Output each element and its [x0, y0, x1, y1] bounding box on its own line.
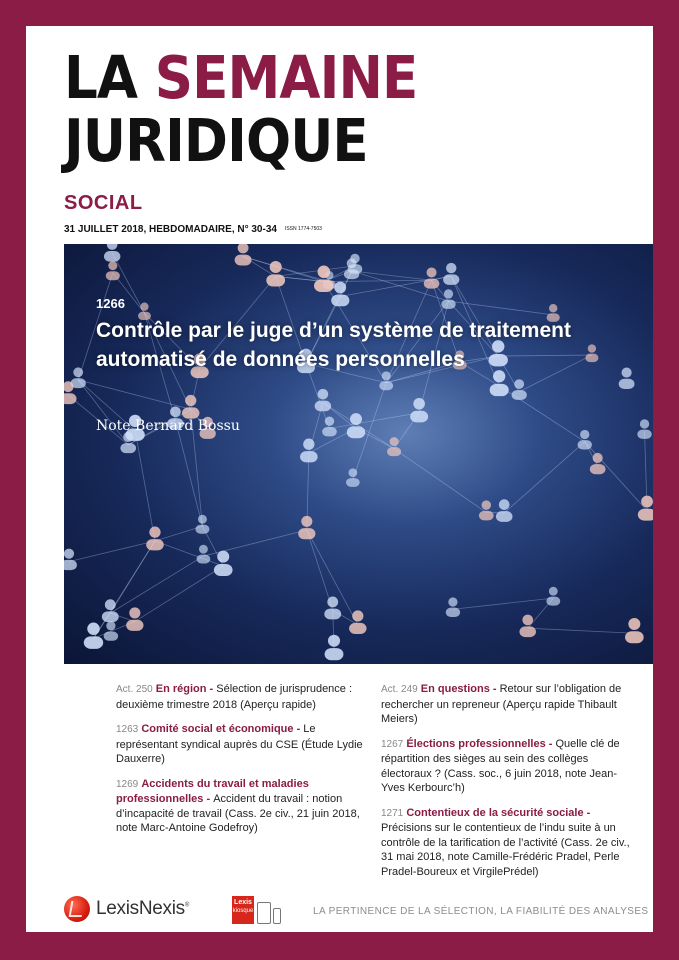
network-link — [394, 449, 486, 513]
toc-separator: - — [203, 793, 214, 805]
toc-item[interactable] — [381, 682, 633, 727]
section-title: SOCIAL — [64, 192, 143, 214]
tagline: LA PERTINENCE DE LA SÉLECTION, LA FIABILITÉ DES ANALYSES — [313, 906, 649, 917]
network-link — [135, 431, 155, 541]
kiosque-label: kiosque — [232, 908, 254, 914]
network-link — [69, 541, 155, 562]
toc-num: 1267 — [381, 738, 404, 750]
person-network-icon — [637, 419, 651, 439]
toc-num: 1269 — [116, 778, 139, 790]
toc-left — [116, 682, 368, 846]
person-network-icon — [347, 413, 366, 438]
person-network-icon — [546, 587, 560, 606]
person-network-icon — [410, 398, 428, 422]
toc-item[interactable] — [381, 737, 633, 796]
lexisnexis-logo[interactable] — [64, 896, 189, 922]
network-link — [110, 556, 203, 613]
network-link — [585, 442, 647, 511]
person-network-icon — [235, 244, 252, 265]
person-network-icon — [182, 395, 199, 419]
network-link — [78, 380, 128, 445]
article-author: Note Bernard Bossu — [96, 418, 240, 434]
logo-text — [96, 898, 189, 920]
toc-num: Act. 249 — [381, 684, 418, 695]
person-network-icon — [625, 618, 644, 643]
person-network-icon — [315, 389, 332, 411]
network-link — [175, 420, 202, 526]
toc-right — [381, 682, 633, 889]
person-network-icon — [197, 545, 211, 564]
person-network-icon — [322, 416, 337, 436]
person-network-icon — [619, 367, 635, 388]
phone-icon — [273, 908, 281, 924]
person-network-icon — [441, 289, 455, 309]
network-link — [528, 628, 635, 633]
network-link — [504, 442, 585, 513]
toc-separator: - — [206, 683, 217, 695]
kiosque-logo — [232, 896, 254, 924]
masthead-line-1 — [64, 43, 418, 112]
toc-num: 1263 — [116, 724, 139, 735]
person-network-icon — [479, 500, 494, 520]
toc-num: Act. 250 — [116, 684, 153, 695]
network-link — [93, 541, 154, 638]
kiosque-brand: Lexis — [234, 899, 252, 906]
toc-body: Accident du travail : notion d’incapacité de travail (Cass. 2e civ., 21 juin 2018, note Marc-Antoine Godefroy) — [116, 793, 360, 834]
issue-info — [64, 224, 322, 235]
lexisnexis-logo-icon — [64, 896, 90, 922]
person-network-icon — [346, 468, 360, 487]
toc-body: Précisions sur le contentieux de l’indu suite à un contrôle de la tarification de l’activité (Cass. 2e civ., 31 mai 2018, note Camille-Frédéric Pradel, Perle Pradel-Boureux et VirgilePrédel) — [381, 822, 630, 878]
toc-separator: - — [545, 737, 556, 750]
person-network-icon — [146, 527, 164, 551]
toc-separator: - — [293, 723, 304, 735]
person-network-icon — [443, 263, 459, 285]
toc-heading: Comité social et économique — [141, 723, 294, 735]
lexis-kiosque-badge[interactable] — [232, 896, 281, 924]
toc-body: Retour sur l’obligation de rechercher un repreneur (Aperçu rapide Thibault Meiers) — [381, 683, 622, 725]
toc-heading: Contentieux de la sécurité sociale — [406, 806, 584, 819]
person-network-icon — [638, 496, 653, 521]
toc-heading: En région — [155, 683, 207, 695]
toc-num: 1271 — [381, 807, 404, 819]
network-link — [155, 526, 202, 541]
masthead-la: LA — [64, 43, 155, 112]
person-network-icon — [578, 430, 592, 450]
network-link — [323, 402, 394, 448]
network-link — [203, 530, 306, 556]
person-network-icon — [424, 267, 440, 288]
person-network-icon — [300, 439, 318, 463]
network-link — [449, 301, 554, 315]
network-link — [324, 280, 432, 281]
toc-heading: En questions — [420, 683, 490, 695]
person-network-icon — [490, 370, 509, 396]
toc-item[interactable] — [116, 722, 368, 767]
masthead-line-2: JURIDIQUE — [64, 106, 368, 175]
toc-body: Sélection de jurisprudence : deuxième trimestre 2018 (Aperçu rapide) — [116, 683, 353, 711]
network-link — [453, 598, 553, 609]
network-link — [135, 566, 223, 622]
network-link — [276, 266, 355, 277]
logo-wordmark: LexisNexis — [96, 898, 185, 919]
article-number: 1266 — [96, 296, 125, 311]
person-network-icon — [519, 615, 536, 637]
issue-date: 31 JUILLET 2018, HEBDOMADAIRE, N° 30-34 — [64, 224, 277, 235]
toc-separator: - — [489, 683, 500, 695]
person-network-icon — [446, 597, 460, 617]
network-link — [352, 271, 432, 280]
toc-body: Le représentant syndical auprès du CSE (Étude Lydie Dauxerre) — [116, 723, 363, 765]
person-network-icon — [496, 499, 513, 522]
logo-registered-mark: ® — [184, 902, 189, 909]
tablet-icon — [257, 902, 271, 924]
toc-item[interactable] — [116, 777, 368, 836]
issn: ISSN 1774-7503 — [284, 226, 322, 233]
person-network-icon — [64, 549, 77, 571]
toc-heading: Accidents du travail et maladies professionnelles — [116, 777, 309, 805]
toc-body: Quelle clé de répartition des sièges au sein des collèges électoraux ? (Cass. soc., 6 juin 2018, note Jean-Yves Kerbourc’h) — [381, 737, 620, 794]
masthead-semaine: SEMAINE — [154, 43, 418, 112]
network-illustration — [64, 244, 653, 664]
cover-illustration — [64, 244, 653, 664]
person-network-icon — [324, 597, 341, 620]
toc-item[interactable] — [116, 682, 368, 712]
article-title: Contrôle par le juge d’un système de traitement automatisé de données personnelles — [96, 319, 571, 371]
toc-heading: Élections professionnelles — [406, 737, 546, 750]
toc-separator: - — [583, 806, 591, 819]
person-network-icon — [387, 437, 401, 456]
person-network-icon — [104, 244, 120, 262]
toc-item[interactable] — [381, 806, 633, 880]
